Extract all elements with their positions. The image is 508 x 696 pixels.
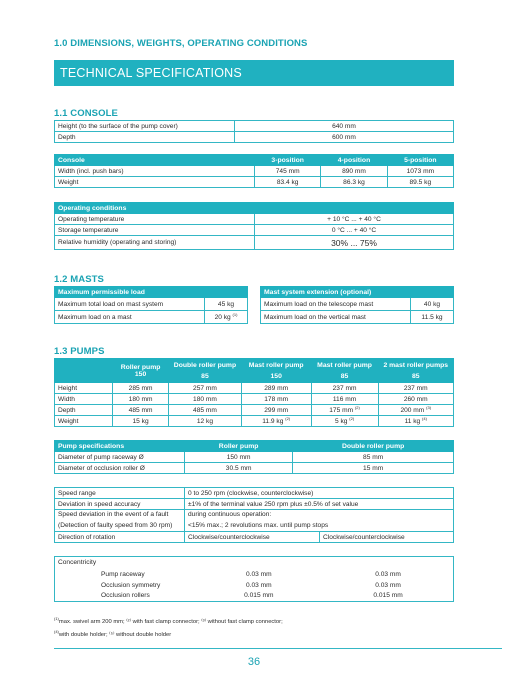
footnote-mark: (3) [426, 405, 432, 411]
cell: 1073 mm [387, 166, 453, 177]
col-double-roller: Double roller pump [293, 441, 454, 452]
row-label: Diameter of occlusion roller Ø [55, 463, 185, 474]
table-row [55, 463, 454, 474]
cell: 0.03 mm [323, 580, 453, 591]
cell [169, 383, 242, 394]
table-row [55, 166, 454, 177]
cell [241, 416, 311, 427]
row-label [55, 510, 185, 532]
row-label: Speed range [55, 488, 185, 499]
cell [378, 383, 454, 394]
cell: 40 kg [411, 298, 454, 311]
fault-label-line1: Speed deviation in the event of a fault [58, 511, 169, 518]
value: 260 mm [403, 395, 428, 403]
cell: + 10 °C ... + 40 °C [255, 214, 454, 225]
value: 11 kg [404, 418, 421, 426]
col-double-85: Double roller pump 85 [169, 359, 242, 383]
mast-load-header: Maximum permissible load [55, 287, 248, 298]
row-label: Occlusion symmetry [55, 580, 195, 591]
footnote-mark: (1) [54, 616, 59, 621]
depth-label: Depth [55, 132, 235, 143]
pump-dimensions-table [54, 358, 454, 427]
value: 180 mm [128, 395, 153, 403]
value: 485 mm [193, 406, 217, 414]
console-dimensions-table [54, 120, 454, 143]
cell [113, 405, 169, 416]
corner-cell [55, 359, 113, 383]
value: 289 mm [264, 384, 289, 392]
table-row [55, 311, 248, 324]
cell [378, 405, 454, 416]
depth-value: 600 mm [235, 132, 454, 143]
table-row [261, 311, 454, 324]
value: 12 kg [196, 417, 214, 425]
height-label: Height (to the surface of the pump cover) [55, 121, 235, 132]
table-header-row [55, 359, 454, 383]
cell: 0.03 mm [323, 569, 453, 580]
op-header: Operating conditions [55, 203, 454, 214]
table-row [55, 580, 454, 591]
cell: 745 mm [255, 166, 321, 177]
pump-spec-table [54, 440, 454, 474]
cell: 83.4 kg [255, 177, 321, 188]
row-label: Weight [55, 177, 255, 188]
cell: 150 mm [185, 452, 293, 463]
specs-banner: TECHNICAL SPECIFICATIONS [54, 60, 454, 86]
value: 285 mm [128, 384, 153, 392]
row-label: Operating temperature [55, 214, 255, 225]
value: 5 kg [334, 418, 348, 426]
cell [311, 383, 378, 394]
cell: 89.5 kg [387, 177, 453, 188]
cell [241, 405, 311, 416]
cell [241, 383, 311, 394]
table-row [55, 298, 248, 311]
mast-load-table [54, 286, 248, 324]
table-row [55, 452, 454, 463]
cell [311, 394, 378, 405]
col-2mast-85: 2 mast roller pumps 85 [378, 359, 454, 383]
value: 11.9 kg [262, 418, 284, 426]
cell [113, 394, 169, 405]
table-row [55, 510, 454, 532]
speed-table [54, 487, 454, 543]
footnote-mark: (4) [422, 416, 427, 422]
table-header-row [55, 441, 454, 452]
col-4pos: 4-position [321, 155, 387, 166]
fault-label-line2: (Detection of faulty speed from 30 rpm) [58, 521, 173, 529]
cell [241, 394, 311, 405]
height-value: 640 mm [235, 121, 454, 132]
footnote-line2 [54, 627, 283, 640]
cell [113, 383, 169, 394]
row-label: Occlusion rollers [55, 591, 195, 602]
fault-value-line2: <15% max.; 2 revolutions max. until pump stops [188, 521, 329, 529]
table-header-row [55, 203, 454, 214]
col-5pos: 5-position [387, 155, 453, 166]
value: 20 kg [214, 314, 231, 322]
cell: 45 kg [205, 298, 248, 311]
fault-value-line1: during continuous operation: [188, 511, 272, 518]
cell: 85 mm [293, 452, 454, 463]
cell: ±1% of the terminal value 250 rpm plus ±0.5% of set value [185, 499, 454, 510]
col-roller-150: Roller pump 150 [113, 359, 169, 383]
col-roller: Roller pump [185, 441, 293, 452]
row-label: Direction of rotation [55, 532, 185, 543]
console-heading: 1.1 CONSOLE [54, 108, 118, 119]
value: 485 mm [128, 406, 153, 414]
value: 257 mm [193, 384, 217, 392]
table-row [55, 132, 454, 143]
cell: 11.5 kg [411, 311, 454, 324]
value: 200 mm [400, 407, 425, 415]
table-row [55, 121, 454, 132]
cell: Clockwise/counterclockwise [320, 532, 454, 543]
cell: Clockwise/counterclockwise [185, 532, 320, 543]
table-row [55, 394, 454, 405]
cell [311, 416, 378, 427]
table-row [55, 488, 454, 499]
table-row [55, 591, 454, 602]
table-row [55, 416, 454, 427]
footnote-mark: (1) [232, 312, 238, 318]
operating-conditions-table [54, 202, 454, 250]
footnote-mark: (2) [349, 416, 355, 422]
row-label: Maximum load on the vertical mast [261, 311, 411, 324]
row-label: Height [55, 383, 113, 394]
row-label: Depth [55, 405, 113, 416]
cell [169, 416, 242, 427]
table-row [55, 532, 454, 543]
row-label: Storage temperature [55, 225, 255, 236]
table-row [55, 405, 454, 416]
table-row [261, 298, 454, 311]
row-label: Weight [55, 416, 113, 427]
footnote-text: max. swivel arm 200 mm; ⁽²⁾ with fast clamp connector; ⁽³⁾ without fast clamp connector; [58, 618, 283, 625]
section-title: 1.0 DIMENSIONS, WEIGHTS, OPERATING CONDITIONS [54, 38, 308, 49]
value: 178 mm [264, 395, 289, 403]
mast-extension-table [260, 286, 454, 324]
footnote-line1 [54, 614, 283, 627]
value: 237 mm [403, 384, 428, 392]
table-row [55, 569, 454, 580]
row-label: Maximum load on the telescope mast [261, 298, 411, 311]
footnote-mark: (2) [285, 416, 291, 422]
footer-divider [54, 648, 502, 649]
cell: 0 °C ... + 40 °C [255, 225, 454, 236]
cell: 0.03 mm [245, 570, 272, 578]
cell [311, 405, 378, 416]
row-label: Deviation in speed accuracy [55, 499, 185, 510]
cell [205, 311, 248, 324]
row-label: Maximum load on a mast [55, 311, 205, 324]
row-label: Pump raceway [55, 569, 195, 580]
table-row [55, 499, 454, 510]
cell: 0 to 250 rpm (clockwise, counterclockwise) [185, 488, 454, 499]
value: 116 mm [332, 395, 357, 403]
table-row [55, 225, 454, 236]
footnote-mark: (4) [54, 628, 59, 634]
footnotes [54, 614, 283, 640]
footnote-mark: (2) [354, 405, 360, 411]
cell: 86.3 kg [321, 177, 387, 188]
pumps-heading: 1.3 PUMPS [54, 346, 105, 357]
col-mast-85: Mast roller pump 85 [311, 359, 378, 383]
table-row [55, 557, 454, 569]
table-row [55, 236, 454, 250]
cell: 15 mm [293, 463, 454, 474]
cell [169, 405, 242, 416]
footnote-text: with double holder; ⁽⁵⁾ without double holder [58, 631, 172, 638]
cell: 0.015 mm [323, 591, 453, 602]
page-number: 36 [247, 656, 261, 668]
cell: 30% ... 75% [255, 236, 454, 250]
row-label: Maximum total load on mast system [55, 298, 205, 311]
cell [185, 510, 454, 532]
masts-heading: 1.2 MASTS [54, 274, 104, 285]
cell: 0.015 mm [195, 591, 324, 602]
cell: 30.5 mm [185, 463, 293, 474]
cell [169, 394, 242, 405]
table-row [55, 177, 454, 188]
cell [113, 416, 169, 427]
value: 180 mm [193, 395, 217, 403]
row-label: Width [55, 394, 113, 405]
value: 175 mm [329, 407, 354, 415]
cell [378, 416, 454, 427]
cell: 0.03 mm [245, 581, 272, 589]
table-row [55, 214, 454, 225]
row-label: Diameter of pump raceway Ø [55, 452, 185, 463]
value: 237 mm [332, 384, 357, 392]
col-mast-150: Mast roller pump 150 [241, 359, 311, 383]
value: 299 mm [264, 406, 289, 414]
mast-extension-header: Mast system extension (optional) [261, 287, 454, 298]
table-header-row [261, 287, 454, 298]
conc-label: Concentricity [55, 557, 454, 569]
cell: 890 mm [321, 166, 387, 177]
row-label: Width (incl. push bars) [55, 166, 255, 177]
row-label: Relative humidity (operating and storing) [55, 236, 255, 250]
value: 15 kg [132, 417, 149, 425]
table-row [55, 383, 454, 394]
table-header-row [55, 287, 248, 298]
cell [378, 394, 454, 405]
console-positions-table [54, 154, 454, 188]
table-header-row [55, 155, 454, 166]
col-3pos: 3-position [255, 155, 321, 166]
col-spec: Pump specifications [55, 441, 185, 452]
concentricity-table [54, 556, 454, 602]
col-console: Console [55, 155, 255, 166]
